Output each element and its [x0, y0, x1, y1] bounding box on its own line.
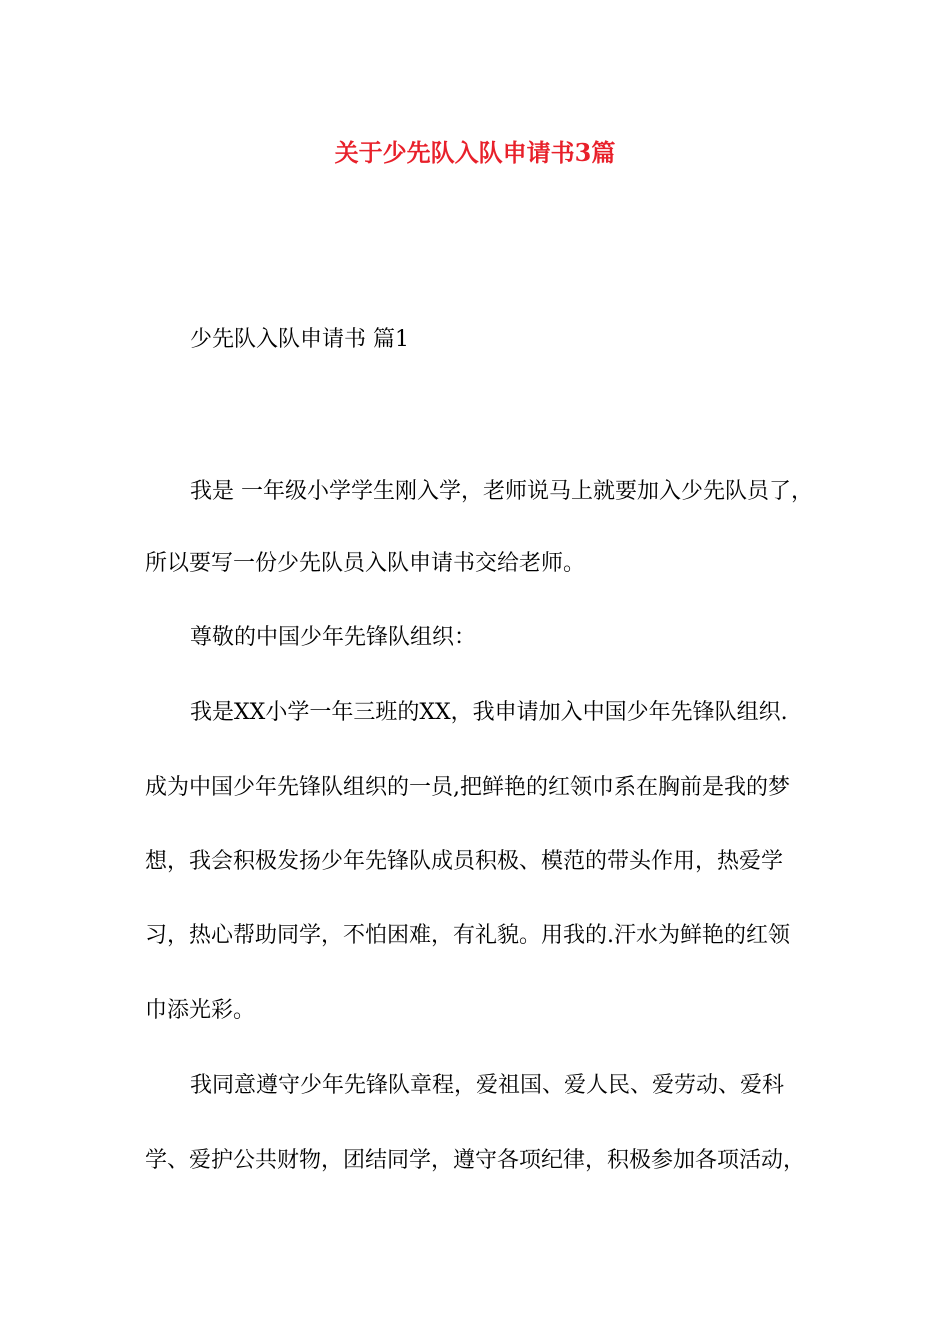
salutation-line: 尊敬的中国少年先锋队组织： [190, 625, 477, 650]
paragraph-line: 想，我会积极发扬少年先锋队成员积极、模范的带头作用，热爱学 [145, 849, 784, 874]
paragraph-line: 我是XX小学一年三班的XX，我申请加入中国少年先锋队组织. [190, 700, 788, 725]
section-heading: 少先队入队申请书 篇1 [190, 327, 409, 352]
paragraph-line: 巾添光彩。 [145, 998, 256, 1023]
paragraph-line: 学、爱护公共财物，团结同学，遵守各项纪律，积极参加各项活动， [145, 1148, 806, 1173]
paragraph-line: 成为中国少年先锋队组织的一员,把鲜艳的红领巾系在胸前是我的梦 [145, 775, 790, 800]
paragraph-line: 所以要写一份少先队员入队申请书交给老师。 [145, 551, 586, 576]
paragraph-line: 习，热心帮助同学，不怕困难，有礼貌。用我的.汗水为鲜艳的红领 [145, 923, 790, 948]
document-title: 关于少先队入队申请书3篇 [334, 138, 616, 167]
paragraph-line: 我是 一年级小学学生刚入学，老师说马上就要加入少先队员了， [190, 479, 813, 504]
paragraph-line: 我同意遵守少年先锋队章程，爱祖国、爱人民、爱劳动、爱科 [190, 1073, 785, 1098]
